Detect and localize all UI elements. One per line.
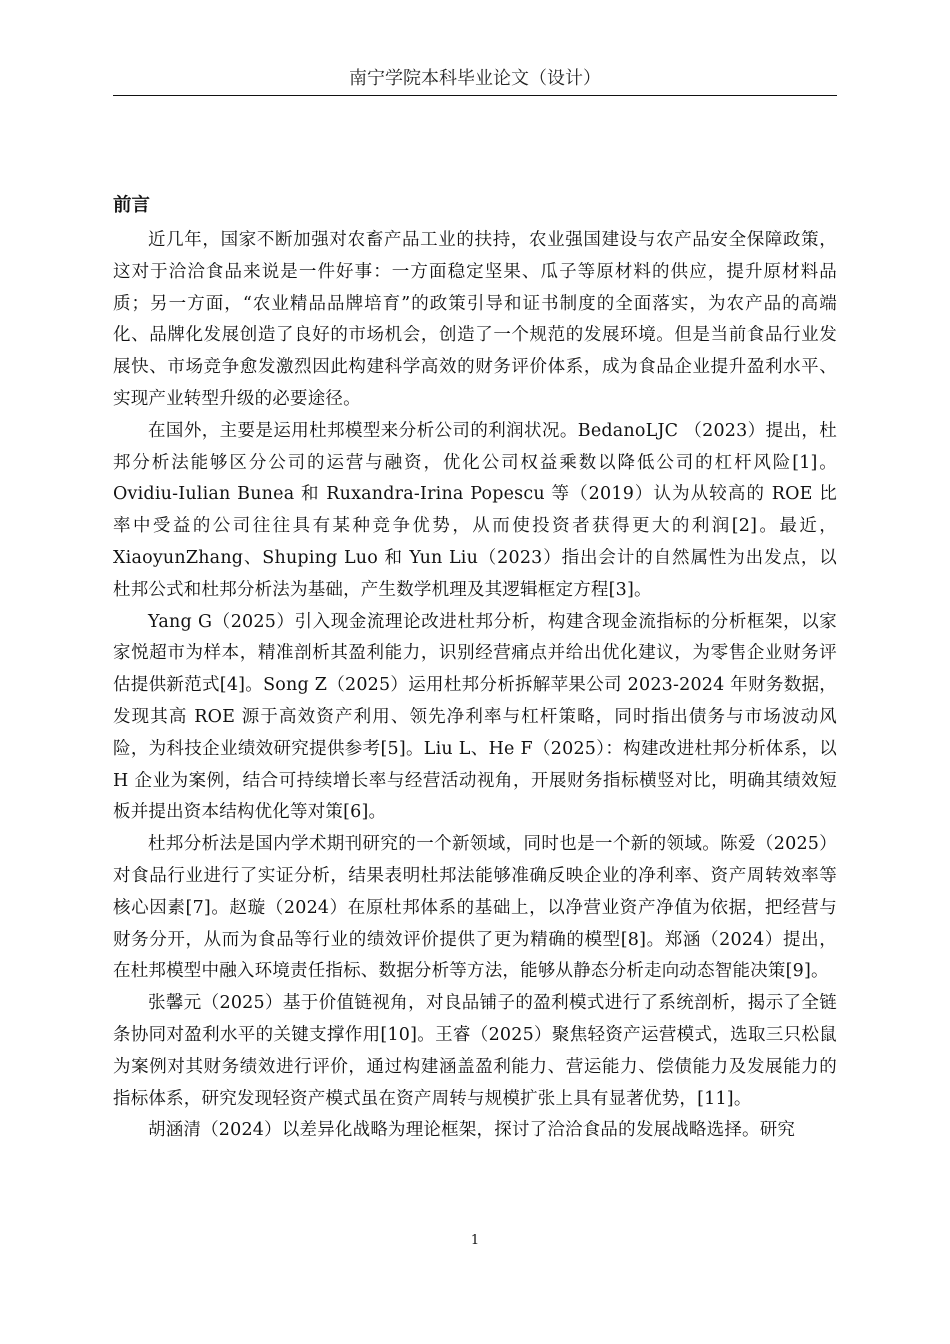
header-divider [113,95,837,96]
paragraph-domestic-research: 杜邦分析法是国内学术期刊研究的一个新领域，同时也是一个新的领域。陈爱（2025）对食品行业进行了实证分析，结果表明杜邦法能够准确反映企业的净利率、资产周转效率等核心因素[7]。赵璇（2024）在原杜邦体系的基础上，以净营业资产净值为依据，把经营与财务分开，从而为食品等行业的绩效评价提供了更为精确的模型[8]。郑涵（2024）提出，在杜邦模型中融入环境责任指标、数据分析等方法，能够从静态分析走向动态智能决策[9]。 [113,834,837,982]
paragraph-recent-research: Yang G（2025）引入现金流理论改进杜邦分析，构建含现金流指标的分析框架，以家家悦超市为样本，精准剖析其盈利能力，识别经营痛点并给出优化建议，为零售企业财务评估提供新范式[4]。Song Z（2025）运用杜邦分析拆解苹果公司 2023-2024 年财务数据，发现其高 ROE 源于高效资产利用、领先净利率与杠杆策略，同时指出债务与市场波动风险，为科技企业绩效研究提供参考[5]。Liu L、He F（2025）：构建改进杜邦分析体系，以 H 企业为案例，结合可持续增长率与经营活动视角，开展财务指标横竖对比，明确其绩效短板并提出资本结构优化等对策[6]。 [113,611,837,823]
paragraph-case-research: 张馨元（2025）基于价值链视角，对良品铺子的盈利模式进行了系统剖析，揭示了全链条协同对盈利水平的关键支撑作用[10]。王睿（2025）聚焦轻资产运营模式，选取三只松鼠为案例对其财务绩效进行评价，通过构建涵盖盈利能力、营运能力、偿债能力及发展能力的指标体系，研究发现轻资产模式虽在资产周转与规模扩张上具有显著优势，[11]。 [113,993,837,1109]
body-content [113,193,837,1147]
header-title: 南宁学院本科毕业论文（设计） [349,68,601,89]
section-heading: 前言 [113,195,151,216]
paragraph-policy: 近几年，国家不断加强对农畜产品工业的扶持，农业强国建设与农产品安全保障政策，这对于洽洽食品来说是一件好事：一方面稳定坚果、瓜子等原材料的供应，提升原材料品质；另一方面，“农业精品品牌培育”的政策引导和证书制度的全面落实，为农产品的高端化、品牌化发展创造了良好的市场机会，创造了一个规范的发展环境。但是当前食品行业发展快、市场竞争愈发激烈因此构建科学高效的财务评价体系，成为食品企业提升盈利水平、实现产业转型升级的必要途径。 [113,230,837,409]
page-number: 1 [470,1233,480,1248]
paragraph-foreign-research: 在国外，主要是运用杜邦模型来分析公司的利润状况。BedanoLJC （2023）提出，杜邦分析法能够区分公司的运营与融资，优化公司权益乘数以降低公司的杠杆风险[1]。Ovidiu-Iulian Bunea 和 Ruxandra-Irina Popescu 等（2019）认为从较高的 ROE 比率中受益的公司往往具有某种竞争优势，从而使投资者获得更大的利润[2]。最近，XiaoyunZhang、Shuping Luo 和 Yun Liu（2023）指出会计的自然属性为出发点，以杜邦公式和杜邦分析法为基础，产生数学机理及其逻辑框定方程[3]。 [113,420,837,600]
paragraph-strategy-research: 胡涵清（2024）以差异化战略为理论框架，探讨了洽洽食品的发展战略选择。研究 [148,1120,796,1141]
